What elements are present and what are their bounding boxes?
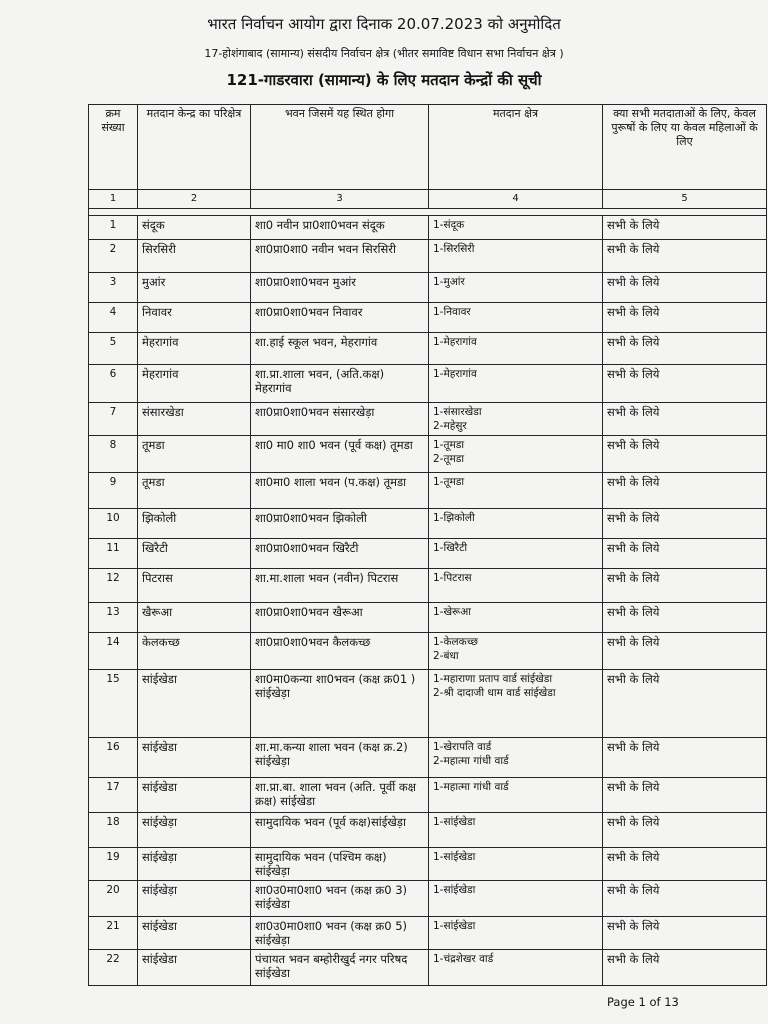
voters-cell: सभी के लिये — [603, 917, 767, 950]
voters-cell: सभी के लिये — [603, 670, 767, 738]
zone-entry: 1-सांईखेडा — [433, 884, 476, 896]
zone-cell — [429, 216, 603, 240]
voters-cell: सभी के लिये — [603, 633, 767, 670]
table-row — [89, 216, 767, 240]
col-header-zone: मतदान क्षेत्र — [429, 105, 603, 190]
col-number: 5 — [603, 190, 767, 209]
voters-cell: सभी के लिये — [603, 950, 767, 986]
table-row — [89, 778, 767, 813]
serial-cell: 8 — [89, 436, 138, 473]
building-cell: शा0मा0 शाला भवन (प.कक्ष) तूमडा — [251, 473, 429, 509]
zone-entry: 1-मेहरागांव — [433, 368, 477, 380]
zone-entry: 1-केलकच्छ — [433, 636, 478, 648]
building-cell: शा.मा.कन्या शाला भवन (कक्ष क्र.2) सांईखेड़ा — [251, 738, 429, 778]
serial-cell: 3 — [89, 273, 138, 303]
voters-cell: सभी के लिये — [603, 216, 767, 240]
zone-entry: 1-खेरूआ — [433, 606, 471, 618]
col-header-area: मतदान केन्द्र का परिक्षेत्र — [138, 105, 251, 190]
zone-entry: 2-तूमडा — [433, 453, 465, 465]
zone-cell — [429, 539, 603, 569]
table-row — [89, 509, 767, 539]
zone-entry: 1-संदूक — [433, 219, 465, 231]
serial-cell: 10 — [89, 509, 138, 539]
zone-cell — [429, 917, 603, 950]
col-number: 2 — [138, 190, 251, 209]
zone-cell — [429, 403, 603, 436]
constituency-subheading: 17-होशंगाबाद (सामान्य) संसदीय निर्वाचन क्षेत्र (भीतर समाविष्ट विधान सभा निर्वाचन क्षेत्र ) — [204, 47, 564, 60]
voters-cell: सभी के लिये — [603, 509, 767, 539]
zone-entry: 1-चंद्रशेखर वार्ड — [433, 953, 494, 965]
zone-entry: 2-बंधा — [433, 650, 459, 662]
area-cell: संदूक — [138, 216, 251, 240]
table-row — [89, 273, 767, 303]
table-row — [89, 917, 767, 950]
voters-cell: सभी के लिये — [603, 569, 767, 603]
area-cell: सांईखेड़ा — [138, 881, 251, 917]
serial-cell: 17 — [89, 778, 138, 813]
building-cell: शा0प्रा0शा0भवन संसारखेड़ा — [251, 403, 429, 436]
serial-cell: 14 — [89, 633, 138, 670]
building-cell: पंचायत भवन बम्होरीखुर्द नगर परिषद सांईखेडा — [251, 950, 429, 986]
zone-entry: 1-तूमडा — [433, 439, 465, 451]
serial-cell: 4 — [89, 303, 138, 333]
table-row — [89, 539, 767, 569]
area-cell: सांईखेडा — [138, 950, 251, 986]
zone-cell — [429, 950, 603, 986]
building-cell: शा0प्रा0शा0 नवीन भवन सिरसिरी — [251, 240, 429, 273]
building-cell: सामुदायिक भवन (पश्चिम कक्ष) सांईखेड़ा — [251, 848, 429, 881]
voters-cell: सभी के लिये — [603, 365, 767, 403]
zone-entry: 2-श्री दादाजी धाम वार्ड सांईखेडा — [433, 687, 556, 699]
voters-cell: सभी के लिये — [603, 436, 767, 473]
voters-cell: सभी के लिये — [603, 778, 767, 813]
table-row — [89, 240, 767, 273]
zone-entry: 1-सांईखेडा — [433, 851, 476, 863]
area-cell: तूमडा — [138, 436, 251, 473]
serial-cell: 5 — [89, 333, 138, 365]
table-row — [89, 950, 767, 986]
table-row — [89, 881, 767, 917]
table-row — [89, 633, 767, 670]
zone-entry: 1-तूमडा — [433, 476, 465, 488]
voters-cell: सभी के लिये — [603, 603, 767, 633]
col-number: 4 — [429, 190, 603, 209]
serial-cell: 13 — [89, 603, 138, 633]
serial-cell: 20 — [89, 881, 138, 917]
table-body — [89, 216, 767, 986]
table-row — [89, 738, 767, 778]
serial-cell: 19 — [89, 848, 138, 881]
column-number-row — [89, 190, 767, 209]
area-cell: तूमडा — [138, 473, 251, 509]
zone-cell — [429, 569, 603, 603]
header-row — [89, 105, 767, 190]
zone-cell — [429, 473, 603, 509]
zone-entry: 1-महात्मा गांधी वार्ड — [433, 781, 509, 793]
area-cell: मेहरागांव — [138, 333, 251, 365]
zone-entry: 1-मुआंर — [433, 276, 465, 288]
area-cell: सांईखेडा — [138, 917, 251, 950]
col-header-voters: क्या सभी मतदाताओं के लिए, केवल पुरूषों के लिए या केवल महिलाओं के लिए — [603, 105, 767, 190]
voters-cell: सभी के लिये — [603, 848, 767, 881]
area-cell: झिकोली — [138, 509, 251, 539]
serial-cell: 15 — [89, 670, 138, 738]
zone-entry: 1-खेरापति वार्ड — [433, 741, 492, 753]
zone-cell — [429, 273, 603, 303]
building-cell: शा0प्रा0शा0भवन कैलकच्छ — [251, 633, 429, 670]
area-cell: मेहरागांव — [138, 365, 251, 403]
area-cell: सांईखेडा — [138, 778, 251, 813]
voters-cell: सभी के लिये — [603, 813, 767, 848]
area-cell: पिटरास — [138, 569, 251, 603]
table-row — [89, 603, 767, 633]
zone-cell — [429, 436, 603, 473]
area-cell: निवावर — [138, 303, 251, 333]
zone-cell — [429, 303, 603, 333]
serial-cell: 16 — [89, 738, 138, 778]
zone-entry: 1-निवावर — [433, 306, 471, 318]
serial-cell: 2 — [89, 240, 138, 273]
list-title: 121-गाडरवारा (सामान्य) के लिए मतदान केन्द्रों की सूची — [226, 71, 542, 89]
zone-cell — [429, 240, 603, 273]
voters-cell: सभी के लिये — [603, 881, 767, 917]
col-header-building: भवन जिसमें यह स्थित होगा — [251, 105, 429, 190]
serial-cell: 1 — [89, 216, 138, 240]
building-cell: शा0 मा0 शा0 भवन (पूर्व कक्ष) तूमडा — [251, 436, 429, 473]
zone-cell — [429, 778, 603, 813]
table-row — [89, 569, 767, 603]
serial-cell: 18 — [89, 813, 138, 848]
building-cell: शा0उ0मा0शा0 भवन (कक्ष क्र0 3) सांईखेडा — [251, 881, 429, 917]
zone-entry: 1-खिरैटी — [433, 542, 468, 554]
zone-entry: 1-मेहरागांव — [433, 336, 477, 348]
building-cell: शा0प्रा0शा0भवन खिरैटी — [251, 539, 429, 569]
col-number: 1 — [89, 190, 138, 209]
voters-cell: सभी के लिये — [603, 473, 767, 509]
building-cell: शा0 नवीन प्रा0शा0भवन संदूक — [251, 216, 429, 240]
zone-cell — [429, 509, 603, 539]
building-cell: शा0प्रा0शा0भवन मुआंर — [251, 273, 429, 303]
area-cell: केलकच्छ — [138, 633, 251, 670]
building-cell: सामुदायिक भवन (पूर्व कक्ष)सांईखेड़ा — [251, 813, 429, 848]
voters-cell: सभी के लिये — [603, 303, 767, 333]
area-cell: सांईखेडा — [138, 738, 251, 778]
voters-cell: सभी के लिये — [603, 273, 767, 303]
zone-cell — [429, 848, 603, 881]
table-row — [89, 473, 767, 509]
serial-cell: 22 — [89, 950, 138, 986]
approval-heading: भारत निर्वाचन आयोग द्वारा दिनाक 20.07.2023 को अनुमोदित — [207, 15, 561, 33]
table-row — [89, 436, 767, 473]
table-row — [89, 303, 767, 333]
building-cell: शा.प्रा.शाला भवन, (अति.कक्ष) मेहरागांव — [251, 365, 429, 403]
zone-entry: 1-महाराणा प्रताप वार्ड सांईखेडा — [433, 673, 553, 685]
building-cell: शा0प्रा0शा0भवन खैरूआ — [251, 603, 429, 633]
area-cell: सांईखेड़ा — [138, 848, 251, 881]
area-cell: सिरसिरी — [138, 240, 251, 273]
voters-cell: सभी के लिये — [603, 539, 767, 569]
voters-cell: सभी के लिये — [603, 738, 767, 778]
zone-entry: 1-संसारखेडा — [433, 406, 482, 418]
table-row — [89, 403, 767, 436]
table-row — [89, 813, 767, 848]
col-number: 3 — [251, 190, 429, 209]
area-cell: संसारखेडा — [138, 403, 251, 436]
zone-entry: 1-झिकोली — [433, 512, 475, 524]
area-cell: मुआंर — [138, 273, 251, 303]
zone-entry: 1-सिरसिरी — [433, 243, 475, 255]
zone-cell — [429, 603, 603, 633]
zone-entry: 2-महेसुर — [433, 420, 467, 432]
page-number: Page 1 of 13 — [607, 995, 679, 1009]
building-cell: शा0प्रा0शा0भवन निवावर — [251, 303, 429, 333]
building-cell: शा.हाई स्कूल भवन, मेहरागांव — [251, 333, 429, 365]
table-row — [89, 670, 767, 738]
serial-cell: 6 — [89, 365, 138, 403]
building-cell: शा0उ0मा0शा0 भवन (कक्ष क्र0 5) सांईखेड़ा — [251, 917, 429, 950]
table-row — [89, 848, 767, 881]
building-cell: शा0प्रा0शा0भवन झिकोली — [251, 509, 429, 539]
zone-cell — [429, 670, 603, 738]
area-cell: सांईखेडा — [138, 670, 251, 738]
serial-cell: 11 — [89, 539, 138, 569]
serial-cell: 7 — [89, 403, 138, 436]
building-cell: शा.मा.शाला भवन (नवीन) पिटरास — [251, 569, 429, 603]
area-cell: खैरूआ — [138, 603, 251, 633]
zone-cell — [429, 333, 603, 365]
building-cell: शा0मा0कन्या शा0भवन (कक्ष क्र01 ) सांईखेड़ा — [251, 670, 429, 738]
zone-cell — [429, 365, 603, 403]
polling-station-table — [88, 104, 767, 986]
zone-entry: 1-पिटरास — [433, 572, 472, 584]
area-cell: सांईखेड़ा — [138, 813, 251, 848]
col-header-serial: क्रम संख्या — [89, 105, 138, 190]
zone-cell — [429, 881, 603, 917]
serial-cell: 9 — [89, 473, 138, 509]
table-row — [89, 333, 767, 365]
zone-cell — [429, 738, 603, 778]
area-cell: खिरैटी — [138, 539, 251, 569]
voters-cell: सभी के लिये — [603, 333, 767, 365]
serial-cell: 21 — [89, 917, 138, 950]
zone-entry: 2-महात्मा गांधी वार्ड — [433, 755, 509, 767]
building-cell: शा.प्रा.बा. शाला भवन (अति. पूर्वी कक्ष क्रक्ष) सांईखेडा — [251, 778, 429, 813]
zone-entry: 1-सांईखेडा — [433, 816, 476, 828]
zone-entry: 1-सांईखेडा — [433, 920, 476, 932]
serial-cell: 12 — [89, 569, 138, 603]
voters-cell: सभी के लिये — [603, 403, 767, 436]
voters-cell: सभी के लिये — [603, 240, 767, 273]
header-gap — [89, 209, 767, 216]
table-row — [89, 365, 767, 403]
zone-cell — [429, 813, 603, 848]
zone-cell — [429, 633, 603, 670]
